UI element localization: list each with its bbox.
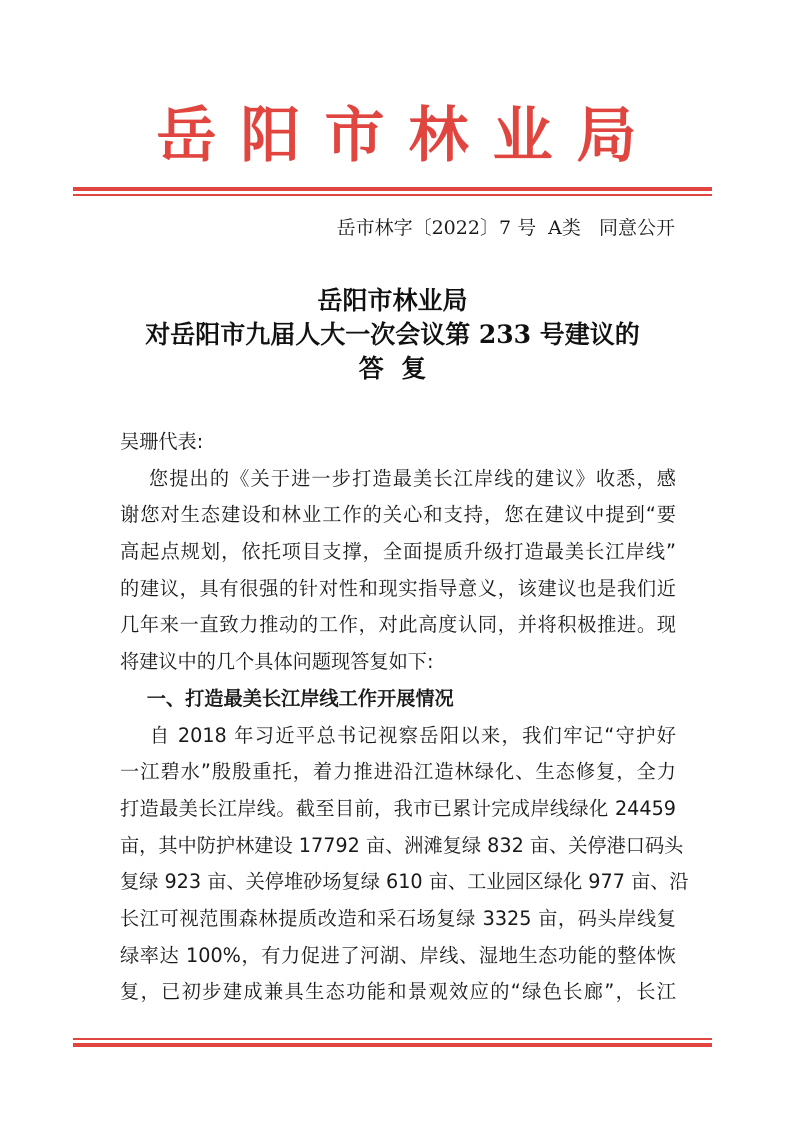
footer-rule-thin (73, 1038, 712, 1040)
letterhead-title: 岳阳市林业局 (156, 101, 661, 171)
paragraph-line: 亩，其中防护林建设 17792 亩、洲滩复绿 832 亩、关停港口码头 (120, 833, 684, 857)
paragraph-line: 的建议，具有很强的针对性和现实指导意义，该建议也是我们近 (120, 576, 676, 600)
paragraph-line: 绿率达 100%，有力促进了河湖、岸线、湿地生态功能的整体恢 (120, 943, 676, 967)
salutation: 吴珊代表: (120, 430, 204, 453)
heading-line-1: 岳阳市林业局 (317, 286, 468, 315)
paragraph-line: 自 2018 年习近平总书记视察岳阳以来，我们牢记“守护好 (120, 723, 676, 747)
heading-line-3: 答 复 (358, 354, 427, 383)
document-body (120, 424, 689, 1011)
heading-line-2: 对岳阳市九届人大一次会议第 233 号建议的 (145, 320, 640, 349)
paragraph-line: 复，已初步建成兼具生态功能和景观效应的“绿色长廊”，长江 (120, 980, 676, 1004)
paragraph-line: 高起点规划，依托项目支撑，全面提质升级打造最美长江岸线” (120, 540, 676, 564)
document-number: 岳市林字〔2022〕7 号 A类 同意公开 (336, 217, 675, 239)
document-heading (73, 284, 712, 386)
letterhead-rule-top-thin (73, 194, 712, 196)
paragraph-line: 一江碧水”殷殷重托，着力推进沿江造林绿化、生态修复，全力 (120, 760, 676, 784)
paragraph-line: 打造最美长江岸线。截至目前，我市已累计完成岸线绿化 24459 (120, 796, 676, 820)
letterhead-rule-top-thick (73, 187, 712, 191)
footer-rule-thick (73, 1043, 712, 1047)
paragraph-line: 几年来一直致力推动的工作，对此高度认同，并将积极推进。现 (120, 613, 676, 637)
paragraph-line: 复绿 923 亩、关停堆砂场复绿 610 亩、工业园区绿化 977 亩、沿 (120, 870, 689, 894)
paragraph-line: 谢您对生态建设和林业工作的关心和支持，您在建议中提到“要 (120, 503, 676, 527)
paragraph-line: 您提出的《关于进一步打造最美长江岸线的建议》收悉，感 (120, 466, 676, 490)
section-heading: 一、打造最美长江岸线工作开展情况 (120, 686, 454, 710)
paragraph-line: 长江可视范围森林提质改造和采石场复绿 3325 亩，码头岸线复 (120, 906, 676, 930)
paragraph-line: 将建议中的几个具体问题现答复如下: (120, 650, 434, 674)
